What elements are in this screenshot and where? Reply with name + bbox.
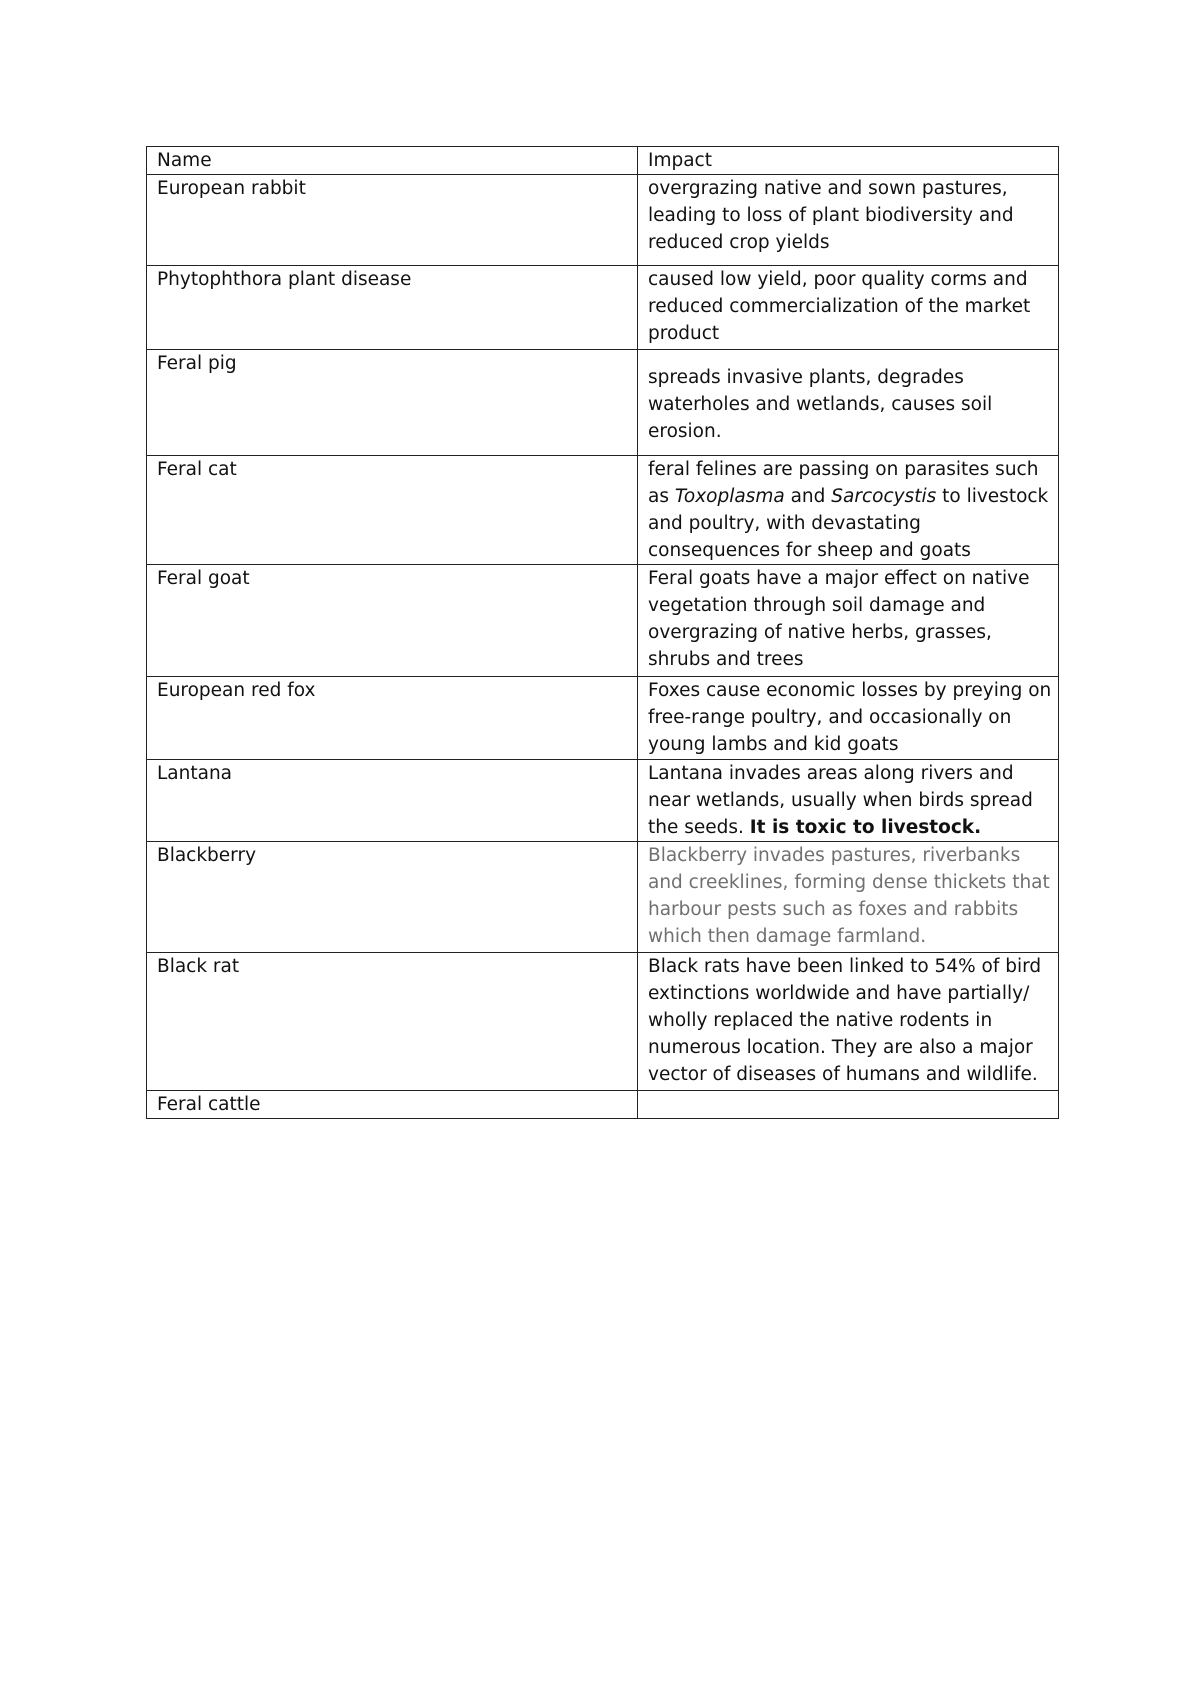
- row-name-cell: Black rat: [147, 953, 638, 1091]
- row-name-cell: Phytophthora plant disease: [147, 266, 638, 350]
- table-row: [147, 350, 1059, 456]
- table-row: [147, 565, 1059, 677]
- table-row: [147, 456, 1059, 565]
- table-row: [147, 842, 1059, 953]
- row-name-cell: Feral goat: [147, 565, 638, 677]
- row-impact-cell: Feral goats have a major effect on native vegetation through soil damage and overgrazing of native herbs, grasses, shrubs and trees: [638, 565, 1059, 677]
- row-impact-cell: [638, 1091, 1059, 1119]
- row-name-cell: European rabbit: [147, 175, 638, 266]
- row-impact-cell: Black rats have been linked to 54% of bird extinctions worldwide and have partially/ wholly replaced the native rodents in numerous location. They are also a major vector of diseases of humans and wildlife.: [638, 953, 1059, 1091]
- row-name-cell: Lantana: [147, 760, 638, 842]
- impact-text: and: [784, 486, 832, 507]
- table-row: [147, 266, 1059, 350]
- impact-italic-term: Sarcocystis: [831, 486, 937, 507]
- impact-text: feral felines are passing on parasites such as: [648, 459, 1039, 507]
- table-row: [147, 175, 1059, 266]
- column-header-impact: Impact: [638, 147, 1059, 175]
- row-impact-cell: [638, 456, 1059, 565]
- impact-text: Lantana invades areas along rivers and near wetlands, usually when birds spread the seeds.: [648, 763, 1033, 838]
- row-name-cell: Feral cattle: [147, 1091, 638, 1119]
- row-impact-cell: caused low yield, poor quality corms and reduced commercialization of the market product: [638, 266, 1059, 350]
- row-impact-cell: spreads invasive plants, degrades waterholes and wetlands, causes soil erosion.: [638, 350, 1059, 456]
- row-name-cell: Feral cat: [147, 456, 638, 565]
- impact-bold-text: It is toxic to livestock.: [749, 817, 982, 838]
- table-row: [147, 677, 1059, 760]
- row-name-cell: European red fox: [147, 677, 638, 760]
- invasive-species-table: [146, 146, 1059, 1119]
- impact-text: to livestock and poultry, with devastating consequences for sheep and goats: [648, 486, 1049, 561]
- table-header-row: [147, 147, 1059, 175]
- row-name-cell: Blackberry: [147, 842, 638, 953]
- row-name-cell: Feral pig: [147, 350, 638, 456]
- table-row: [147, 953, 1059, 1091]
- table-row: [147, 1091, 1059, 1119]
- table-row: [147, 760, 1059, 842]
- column-header-name: Name: [147, 147, 638, 175]
- impact-italic-term: Toxoplasma: [674, 486, 785, 507]
- row-impact-cell: overgrazing native and sown pastures, leading to loss of plant biodiversity and reduced crop yields: [638, 175, 1059, 266]
- row-impact-cell: Blackberry invades pastures, riverbanks and creeklines, forming dense thickets that harbour pests such as foxes and rabbits which then damage farmland.: [638, 842, 1059, 953]
- row-impact-cell: Foxes cause economic losses by preying on free-range poultry, and occasionally on young lambs and kid goats: [638, 677, 1059, 760]
- row-impact-cell: [638, 760, 1059, 842]
